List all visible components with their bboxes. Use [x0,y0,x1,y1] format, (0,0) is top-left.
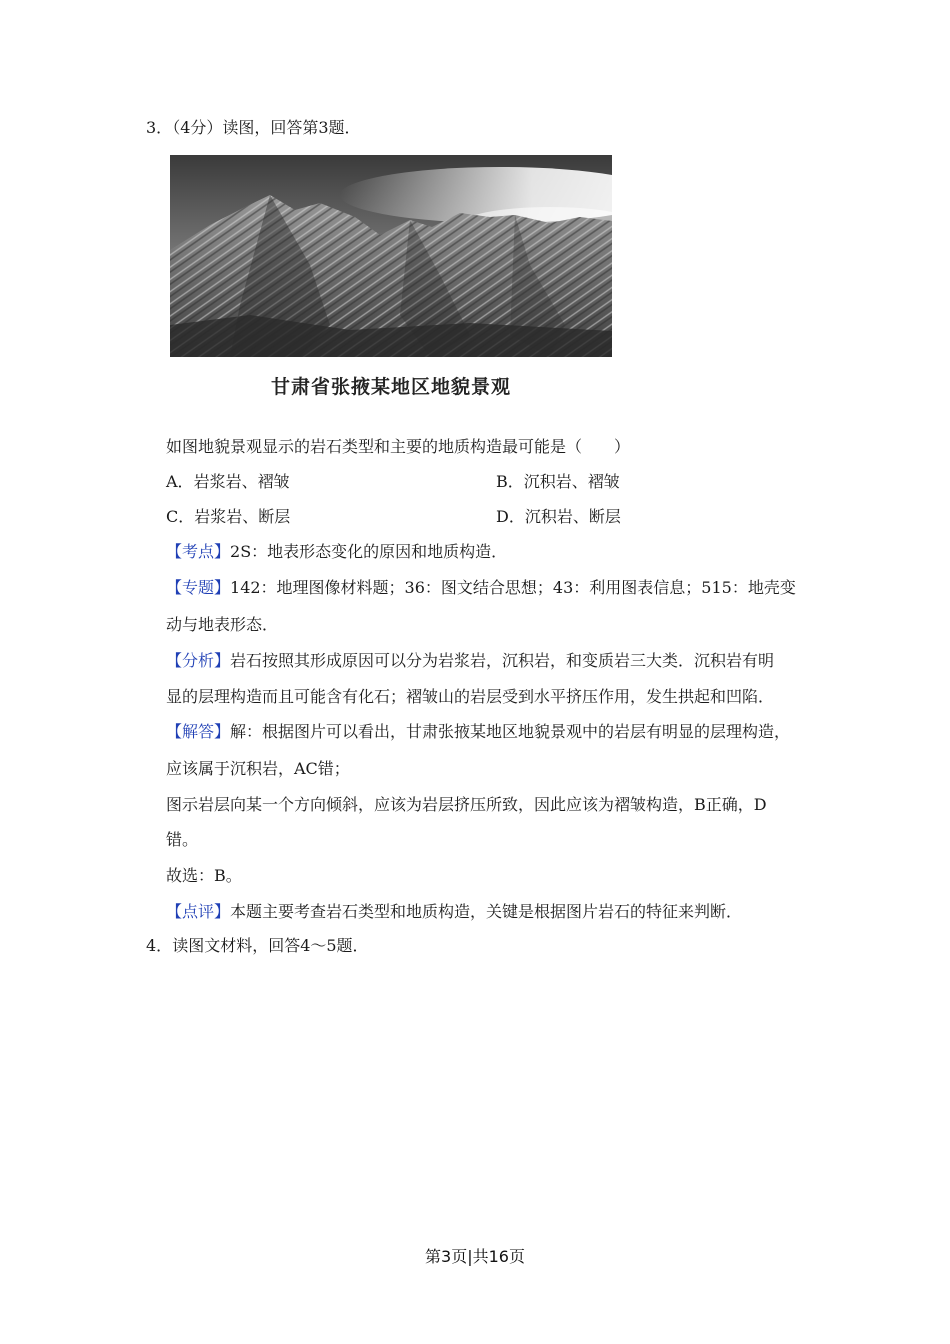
option-text: 沉积岩、褶皱 [523,472,620,491]
option-letter: A． [166,472,194,491]
zhuanti-section [166,578,796,598]
kaodian-text: 2S：地表形态变化的原因和地质构造． [230,542,508,561]
option-c [166,507,290,527]
fenxi-section [166,651,774,671]
zhuanti-text-line1: 142：地理图像材料题；36：图文结合思想；43：利用图表信息；515：地壳变 [230,578,796,597]
question-number: 3． [146,118,173,137]
jieda-text-line3: 图示岩层向某一个方向倾斜，应该为岩层挤压所致，因此应该为褶皱构造，B正确，D [166,795,767,814]
zhuanti-tag: 【专题】 [166,578,231,597]
jieda-text-line2: 应该属于沉积岩，AC错； [166,759,350,778]
option-d [496,507,621,527]
dianping-section [166,902,742,922]
dianping-tag: 【点评】 [166,902,231,921]
option-text: 岩浆岩、断层 [194,507,291,526]
jieda-answer: 故选：B。 [166,866,242,885]
question-stem: 如图地貌景观显示的岩石类型和主要的地质构造最可能是（ ） [166,437,631,456]
fenxi-text-line2: 显的层理构造而且可能含有化石；褶皱山的岩层受到水平挤压作用，发生拱起和凹陷． [166,687,775,706]
jieda-text-line4: 错。 [166,830,199,849]
option-letter: C． [166,507,195,526]
question-3-header [146,118,361,138]
question-4-header [146,936,369,956]
option-text: 沉积岩、断层 [524,507,621,526]
image-caption: 甘肃省张掖某地区地貌景观 [270,376,511,398]
zhuanti-text-line2: 动与地表形态． [166,615,279,634]
kaodian-tag: 【考点】 [166,542,231,561]
landscape-photo [170,155,612,357]
fenxi-tag: 【分析】 [166,651,231,670]
kaodian-section [166,542,507,562]
question-header-text: 读图文材料，回答4～5题． [172,936,369,955]
jieda-tag: 【解答】 [166,722,231,741]
question-number: 4． [146,936,173,955]
jieda-text-line1: 解：根据图片可以看出，甘肃张掖某地区地貌景观中的岩层有明显的层理构造， [230,722,791,741]
option-text: 岩浆岩、褶皱 [193,472,290,491]
option-letter: B． [496,472,524,491]
option-b [496,472,620,492]
option-a [166,472,290,492]
dianping-text: 本题主要考查岩石类型和地质构造，关键是根据图片岩石的特征来判断． [230,902,743,921]
question-header-text: （4分）读图，回答第3题． [172,118,361,137]
jieda-section [166,722,790,742]
fenxi-text-line1: 岩石按照其形成原因可以分为岩浆岩，沉积岩，和变质岩三大类．沉积岩有明 [230,651,775,670]
option-letter: D． [496,507,525,526]
page-footer: 第3页|共16页 [425,1247,525,1266]
